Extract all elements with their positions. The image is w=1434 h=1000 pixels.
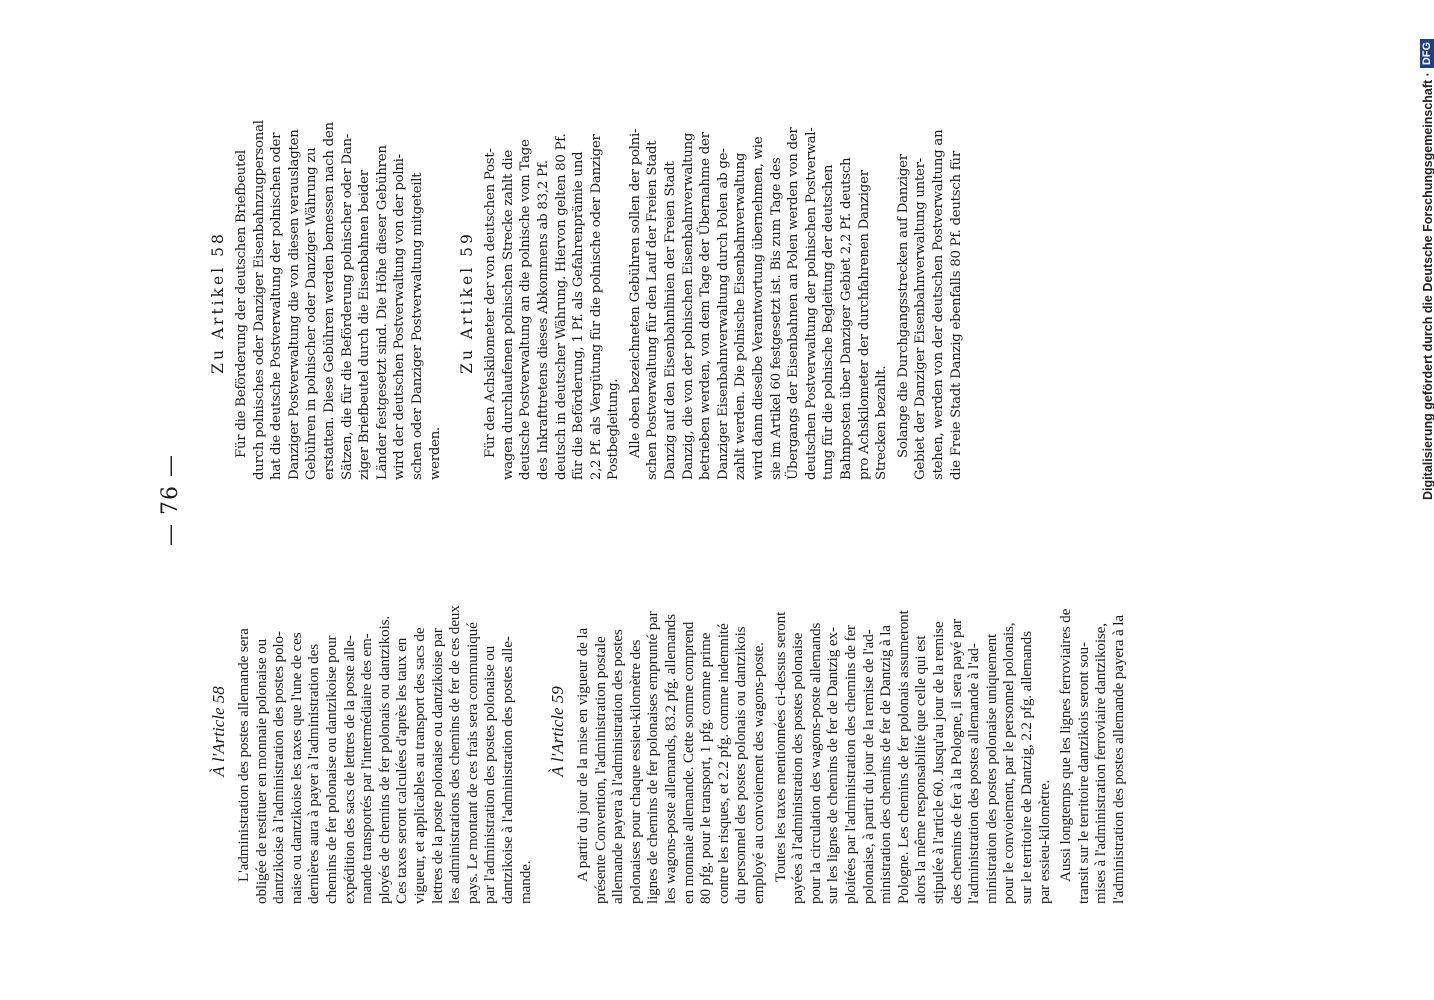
text-line: wird der deutschen Postverwaltung von der polni-	[392, 154, 408, 480]
text-line: Länder festgesetzt sind. Die Höhe dieser Gebühren	[374, 145, 390, 480]
text-line: lignes de chemins de fer polonaises emprunté par	[644, 611, 662, 904]
text-line: stehen, werden von der deutschen Postverwaltung an	[930, 129, 946, 480]
text-line: Bahnposten über Danziger Gebiet 2,2 Pf. deutsch	[839, 157, 854, 480]
text-line: Aussi longtemps que les lignes ferroviaires de	[1057, 608, 1075, 882]
text-line: wird dann dieselbe Verantwortung übernehmen, wie	[751, 136, 767, 480]
text-line: mande.	[516, 860, 534, 904]
text-line: Für den Achskilometer der von deutschen Post-	[483, 148, 499, 458]
french-column	[195, 559, 1132, 904]
text-line: zahlt werden. Die polnische Eisenbahnverwaltung	[733, 152, 749, 480]
text-line: chemins de fer polonaise ou dantzikoise pour	[322, 635, 340, 904]
digitization-credit	[1420, 39, 1434, 500]
text-line: deutsch in deutscher Währung. Hiervon gelten 80 Pf.	[553, 133, 569, 480]
text-line: Gebiet der Danziger Eisenbahnverwaltung unter-	[913, 157, 929, 480]
dfg-logo: DFG	[1420, 39, 1434, 68]
text-line: ploitées par l'administration des chemins de fer	[842, 625, 859, 904]
paragraph	[772, 559, 1054, 904]
text-line: für die Beförderung, 1 Pf. als Gefahrenprämie und	[571, 151, 587, 480]
paragraph	[1057, 559, 1127, 904]
text-line: sur les lignes de chemins de fer de Dantzig ex-	[824, 627, 842, 904]
text-line: sur le territoire de Dantzig, 2.2 pfg. allemands	[1017, 631, 1035, 904]
paragraph	[895, 125, 965, 480]
text-line: Toutes les taxes mentionnées ci-dessus seront	[771, 611, 789, 882]
paragraph	[574, 559, 768, 904]
text-line: par essieu-kilomètre.	[1035, 779, 1053, 904]
text-line: polonaise, à partir du jour de la remise de l'ad-	[859, 629, 877, 904]
text-line: l'administration des postes allemande à l'ad-	[965, 643, 983, 904]
text-line: 2,2 Pf. als Vergütung für die polnische oder Danziger	[588, 134, 604, 480]
text-line: alors la même responsabilité que celle qui est	[912, 635, 930, 904]
text-line: sie im Artikel 60 festgesetzt ist. Bis zum Tage des	[768, 157, 784, 480]
text-line: payées à l'administration des postes polonaise	[789, 632, 807, 904]
text-line: l'administration des postes allemande payera à la	[1109, 615, 1127, 904]
text-line: ziger Briefbeutel durch die Eisenbahnen beider	[357, 170, 373, 480]
text-line: Pologne. Les chemins de fer polonais assumeront	[894, 610, 912, 904]
text-line: die Freie Stadt Danzig ebenfalls 80 Pf. deutsch für	[948, 151, 964, 480]
text-line: werden.	[427, 426, 443, 480]
text-line: polonaises pour chaque essieu-kilomètre des	[626, 639, 644, 904]
credit-text: Digitalisierung gefördert durch die Deutsche Forschungsgemeinschaft ·	[1420, 72, 1434, 500]
text-line: naise ou dantzikoise les taxes que l'une de ces	[287, 632, 305, 904]
text-line: employé au convoiement des wagons-poste.	[750, 642, 768, 904]
text-line: mises à l'administration ferroviaire dantzikoise,	[1092, 623, 1110, 904]
text-line: des chemins de fer à la Pologne, il sera payé par	[947, 619, 965, 904]
text-line: Ces taxes seront calculées d'après les taux en	[393, 637, 411, 904]
text-line: dantzikoise à l'administration des postes polo-	[270, 631, 288, 904]
text-line: Danziger Postverwaltung die von diesen verauslagten	[286, 129, 302, 480]
text-line: Postbegleitung.	[606, 378, 622, 480]
text-line: du personnel des postes polonais ou dantzikois	[732, 626, 750, 904]
text-line: transit sur le territoire dantzikois seront sou-	[1074, 642, 1092, 904]
text-line: 80 pfg. pour le transport, 1 pfg. comme prime	[697, 632, 715, 904]
text-line: obligée de restituer en monnaie polonaise ou	[252, 638, 270, 904]
german-column	[195, 120, 969, 480]
text-line: pour le convoiement, par le personnel polonais,	[1000, 622, 1018, 904]
text-line: tung für die polnische Begleitung der deutschen	[821, 164, 837, 480]
article-heading: Zu Artikel 58	[209, 231, 227, 374]
article-heading: À l'Article 59	[548, 686, 568, 777]
text-line: dantzikoise à l'administration des postes alle-	[498, 636, 516, 904]
text-line: les administrations des chemins de fer de ces deux	[446, 605, 464, 904]
text-line: A partir du jour de la mise en vigueur de la	[574, 627, 592, 882]
text-line: durch polnisches oder Danziger Eisenbahnzugpersonal	[251, 120, 267, 480]
paragraph	[233, 120, 444, 480]
text-line: Übergangs der Eisenbahnen an Polen werden von der	[786, 127, 802, 480]
text-line: dernières aura à payer à l'administration des	[305, 644, 323, 904]
text-line: L'administration des postes allemande sera	[235, 628, 252, 882]
text-line: pro Achskilometer der durchfahrenen Danziger	[856, 170, 872, 480]
text-line: mande transportés par l'intermédiaire des em-	[358, 633, 376, 904]
paragraph	[627, 125, 891, 480]
text-line: vigueur, et applicables au transport des sacs de	[410, 627, 428, 904]
text-line: des Inkrafttretens dieses Abkommens ab 83,2 Pf.	[535, 160, 551, 480]
text-line: allemande payera à l'administration des postes	[609, 629, 627, 904]
text-line: deutsche Postverwaltung an die polnische vom Tage	[518, 139, 534, 480]
paragraph	[482, 125, 623, 480]
text-line: Gebühren in polnischer oder Danziger Währung zu	[304, 147, 320, 480]
text-line: Strecken bezahlt.	[874, 365, 890, 480]
text-line: Sätzen, die für die Beförderung polnischer oder Dan-	[339, 133, 355, 480]
text-line: Für die Beförderung der deutschen Briefbeutel	[234, 150, 249, 458]
text-line: ministration des chemins de fer de Dantzig à la	[877, 625, 895, 904]
text-line: Danzig, die von der polnischen Eisenbahnverwaltung	[680, 132, 696, 480]
text-line: wagen durchlaufenen polnischen Strecke zahlt die	[500, 150, 516, 480]
text-line: erstatten. Diese Gebühren werden bemessen nach den	[321, 122, 337, 480]
article-heading: Zu Artikel 59	[458, 231, 477, 374]
text-line: contre les risques, et 2.2 pfg. comme indemnité	[714, 623, 732, 904]
text-line: hat die deutsche Postverwaltung der polnischen oder	[269, 132, 285, 480]
text-line: ministration des postes polonaise uniquement	[982, 633, 1000, 904]
text-line: Danziger Eisenbahnverwaltung durch Polen ab ge-	[715, 148, 731, 480]
text-line: pour la circulation des wagons-poste allemands	[806, 622, 824, 904]
text-line: par l'administration des postes polonaise ou	[481, 645, 499, 904]
text-line: pays. Le montant de ces frais sera communiqué	[463, 622, 481, 904]
page-number: — 76 —	[158, 454, 183, 546]
text-line: lettres de la poste polonaise ou dantzikoise par	[428, 628, 446, 904]
text-line: expédition des sacs de lettres de la poste alle-	[340, 635, 358, 904]
text-line: Danzig auf den Eisenbahnlinien der Freien Stadt	[663, 161, 679, 480]
text-line: deutschen Postverwaltung der polnischen Postverwal-	[803, 127, 819, 480]
text-line: schen Postverwaltung für den Lauf der Freien Stadt	[645, 140, 661, 480]
text-line: présente Convention, l'administration postale	[591, 636, 609, 904]
text-line: Solange die Durchgangsstrecken auf Danziger	[895, 154, 911, 458]
text-line: schen oder Danziger Postverwaltung mitgeteilt	[409, 172, 425, 480]
text-line: Alle oben bezeichneten Gebühren sollen der polni-	[627, 128, 643, 458]
text-line: stipulée à l'article 60. Jusqu'au jour de la remise	[929, 621, 947, 904]
text-line: ployés de chemins de fer polonais ou dantzikois.	[375, 615, 393, 904]
text-line: betrieben werden, von dem Tage der Übernahme der	[698, 132, 714, 480]
article-heading: À l'Article 58	[209, 686, 228, 777]
text-line: les wagons-poste allemands, 83.2 pfg. allemands	[662, 614, 680, 904]
paragraph	[235, 559, 534, 904]
text-line: en monnaie allemande. Cette somme comprend	[679, 621, 697, 904]
